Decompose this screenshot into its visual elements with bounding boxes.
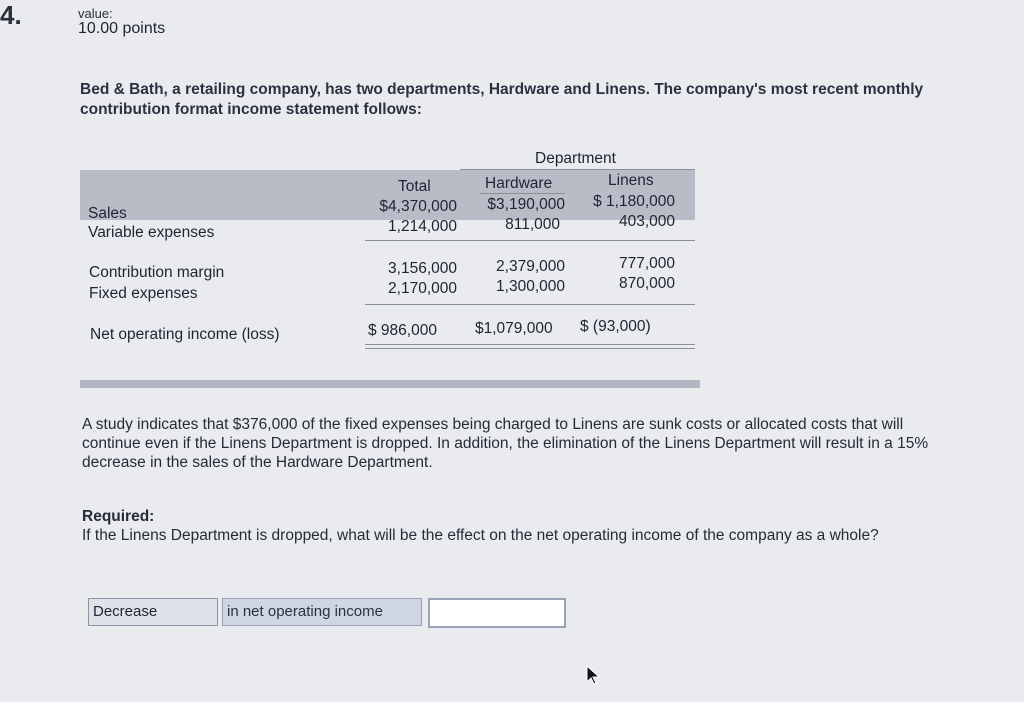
fixed-total: 2,170,000 (388, 280, 457, 297)
answer-input[interactable] (428, 598, 566, 628)
value-label: value: (78, 6, 113, 21)
noi-double-underline-2 (365, 348, 695, 349)
cm-total: 3,156,000 (388, 260, 457, 277)
row-label-sales: Sales (88, 205, 127, 222)
col-hardware: Hardware (485, 175, 553, 192)
fixed-linens: 870,000 (618, 275, 675, 292)
table-bottom-band (80, 380, 700, 388)
row-label-contribution-margin: Contribution margin (89, 264, 225, 281)
income-statement-table (80, 150, 700, 390)
sales-total: $4,370,000 (379, 198, 457, 215)
fixed-hardware: 1,300,000 (496, 278, 565, 295)
variable-underline (365, 240, 695, 241)
row-label-fixed-expenses: Fixed expenses (89, 285, 198, 302)
variable-linens: 403,000 (618, 213, 675, 230)
effect-select[interactable]: Decrease (88, 598, 218, 626)
cm-hardware: 2,379,000 (496, 258, 565, 275)
variable-hardware: 811,000 (505, 216, 560, 233)
sales-hardware: $3,190,000 (487, 196, 565, 213)
cm-linens: 777,000 (618, 255, 675, 272)
noi-hardware: $1,079,000 (475, 320, 553, 337)
required-title: Required: (82, 508, 155, 525)
department-underline (460, 169, 695, 170)
sales-linens: $ 1,180,000 (593, 193, 675, 210)
value-points: 10.00 points (78, 20, 166, 37)
col-total: Total (398, 178, 431, 195)
mouse-pointer-icon (585, 664, 603, 686)
noi-total: $ 986,000 (368, 322, 437, 339)
fixed-underline (365, 304, 695, 305)
study-paragraph: A study indicates that $376,000 of the fixed expenses being charged to Linens are sunk costs or allocated costs that will continue even if the Linens Department is dropped. In addition, the elimination of the Linens Department will result in a 15% decrease in the sales of the Hardware Department. (82, 416, 929, 471)
row-label-net-operating-income: Net operating income (loss) (90, 326, 280, 343)
noi-double-underline-1 (365, 344, 695, 345)
department-header: Department (535, 150, 616, 167)
variable-total: 1,214,000 (388, 218, 457, 235)
required-text: If the Linens Department is dropped, what will be the effect on the net operating income of the company as a whole? (82, 527, 879, 544)
col-linens: Linens (608, 172, 654, 189)
question-number: 4. (0, 0, 22, 30)
answer-row (88, 598, 568, 628)
intro-text: Bed & Bath, a retailing company, has two departments, Hardware and Linens. The company's most recent monthly contribution format income statement follows: (80, 81, 924, 118)
answer-label: in net operating income (222, 598, 422, 626)
hardware-underline (480, 193, 565, 194)
row-label-variable-expenses: Variable expenses (88, 224, 215, 241)
noi-linens: $ (93,000) (580, 318, 651, 335)
